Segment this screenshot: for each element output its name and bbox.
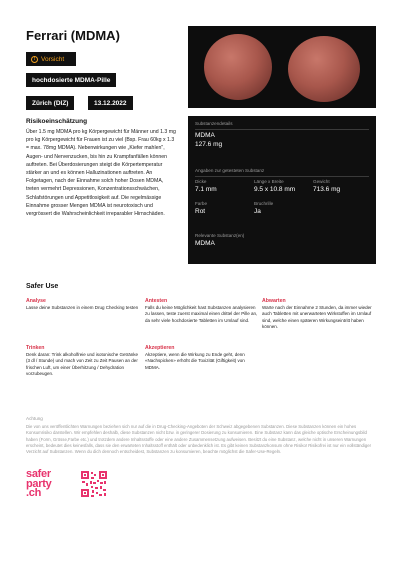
note-text: Die von uns veröffentlichten Warnungen beziehen sich nur auf die in Drug-Checking-Angeboten der Schweiz abgegebenen Substanzen. Diese Substanzen können ein hohes Konsumrisiko darstellen. Wir empfehlen deshalb, diese Substanzen nicht bzw. in geringerer Dosierung zu konsumieren. Eine Substanz kann das gleiche optische Erscheinungsbild haben (Form, Grösse,Farbe etc.) und trotzdem andere Inhaltsstoffe oder eine andere Zusammensetzung aufweisen. Besitzt du eine Substanz, welche nicht in unseren Warnungen erscheint, bedeutet dies keinesfalls, dass sie den erwarteten Inhaltsstoff enthält oder unbedenklich ist. Es gibt keinen Substanzkonsum ohne Risiko! Risikofrei ist nur ein vollständiger Verzicht auf Substanzen. Wenn du dich dennoch entscheidest, Substanzen zu konsumieren, beachte möglichst die Safer-Use-Regeln. [26,424,372,455]
logo-line-3: .ch [26,487,41,499]
thickness-value: 7.1 mm [195,186,217,193]
thickness-label: Dicke [195,179,207,184]
substance-type-badge: hochdosierte MDMA-Pille [26,73,116,87]
risk-text: Über 1.5 mg MDMA pro kg Körpergewicht für Männer und 1.3 mg pro kg Körpergewicht für Frauen ist zu viel (Bsp. Frau 60kg x 1.3 = max. 78mg MDMA). Nebenwirkungen wie „Kiefer mahlen", Augen- und Nervenzucken, bis hin zu Krampfanfällen können auftreten. Bei Überdosierungen steigt die Körpertemperatur stärker an und es können Halluzinationen auftreten. An Folgetagen, nach der Einnahme solch hoher Dosen MDMA, treten vermehrt Depressionen, Konzentrationsschwächen, Schlafstörungen und Appetitlosigkeit auf. Die regelmässige Einnahme grosser Mengen MDMA ist neurotoxisch und vergrössert die Wahrscheinlichkeit irreparabler Hirnschäden. [26,129,176,218]
trinken-title: Trinken [26,345,45,351]
weight-label: Gewicht [313,179,330,184]
score-label: Bruchrille [254,201,274,206]
trinken-text: Denk daran: Trink alkoholfreie und isotonische Getränke (3 dl / Stunde) und mach von Zeit zu Zeit Pausen an der frischen Luft, um einer Überhitzung / Dehydration vorzubeugen. [26,352,139,377]
divider [195,129,369,130]
size-label: Länge x Breite [254,179,284,184]
akzeptieren-text: Akzeptiere, wenn die Wirkung zu Ende geht, denn «Nachspicken» erhöht die Toxizität (Giftigkeit) von MDMA. [145,352,245,370]
safer-use-heading: Safer Use [26,283,59,290]
pill-front-image [204,34,272,100]
substances-label: Substanzendetails [195,121,233,126]
abwarten-title: Abwarten [262,298,286,304]
antesten-title: Antesten [145,298,168,304]
warning-label: Vorsicht [41,55,65,63]
abwarten-text: Warte nach der Einnahme 2 Stunden, da immer wieder auch Tabletten mit unerwarteten Wirkstoffen im Umlauf sind, welche einen späteren Wirkungseintritt haben können. [262,305,372,330]
substance-details-panel [188,116,376,264]
qr-code-icon[interactable] [80,470,108,498]
warning-badge [26,52,76,66]
analyse-text: Lasse deine Substanzen in einem Drug Checking testen [26,305,139,310]
size-value: 9.5 x 10.8 mm [254,186,296,193]
antesten-text: Falls du keine Möglichkeit hast Substanzen analysieren zu lassen, teste zuerst maximal einen drittel der Pille an, da sehr viele hochdosierte Tabletten im Umlauf sind. [145,305,258,323]
date-badge: 13.12.2022 [88,96,133,110]
saferparty-logo[interactable] [26,470,72,499]
score-value: Ja [254,208,261,215]
relevant-value: MDMA [195,240,215,247]
color-value: Rot [195,208,206,215]
divider [195,176,369,177]
analyse-title: Analyse [26,298,46,304]
page-title: Ferrari (MDMA) [26,28,120,43]
logo-line-1: safer [26,468,51,480]
note-heading: Achtung [26,416,43,421]
logo-line-2: party [26,477,52,490]
substance-amount: 127.6 mg [195,141,223,148]
risk-heading: Risikoeinschätzung [26,118,88,125]
location-badge: Zürich (DIZ) [26,96,74,110]
relevant-label: Relevante Substanz(en) [195,233,245,238]
weight-value: 713.6 mg [313,186,341,193]
pill-photo [188,26,376,108]
tested-label: Angaben zur getesteten Substanz [195,168,265,173]
pill-back-image [288,36,360,102]
substance-name: MDMA [195,132,215,139]
akzeptieren-title: Akzeptieren [145,345,175,351]
color-label: Farbe [195,201,208,206]
alert-icon: ! [31,56,38,63]
